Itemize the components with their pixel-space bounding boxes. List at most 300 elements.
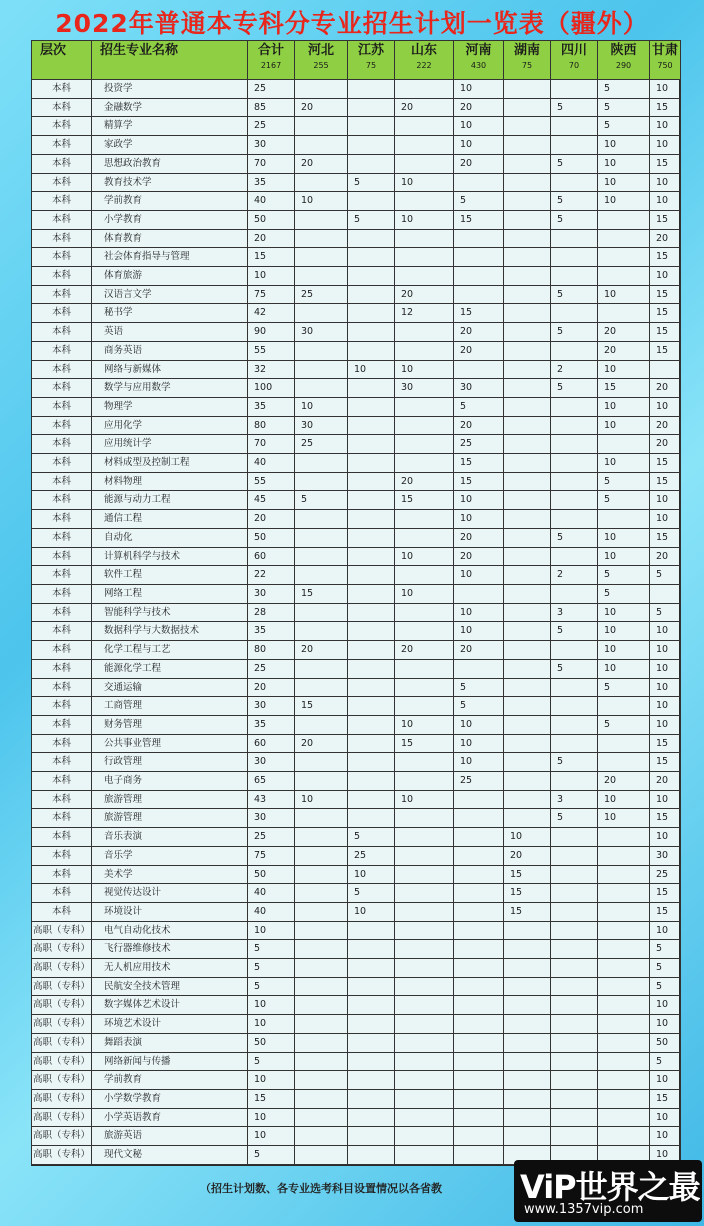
quota-cell [504,117,551,136]
level-cell: 本科 [32,341,92,360]
major-cell: 网络新闻与传播 [92,1052,248,1071]
quota-cell [295,566,348,585]
quota-cell [348,1146,395,1165]
quota-cell [504,435,551,454]
column-header [454,41,504,80]
quota-cell [504,80,551,99]
quota-cell: 40 [248,454,295,473]
watermark-text: ViP世界之最 [520,1168,700,1206]
quota-cell: 10 [598,547,650,566]
quota-cell: 10 [650,828,681,847]
quota-cell [395,510,454,529]
table-row [32,528,681,547]
quota-cell [504,584,551,603]
quota-cell: 5 [248,1052,295,1071]
quota-cell: 10 [650,80,681,99]
column-header-total: 290 [615,61,632,70]
quota-cell: 25 [248,828,295,847]
quota-cell: 10 [454,715,504,734]
quota-cell [504,154,551,173]
quota-cell: 10 [650,790,681,809]
major-cell: 网络工程 [92,584,248,603]
table-row [32,173,681,192]
table-row [32,547,681,566]
table-row [32,154,681,173]
major-cell: 应用统计学 [92,435,248,454]
quota-cell [395,828,454,847]
quota-cell [454,659,504,678]
table-row [32,323,681,342]
quota-cell [551,641,598,660]
level-cell: 本科 [32,491,92,510]
level-cell: 本科 [32,884,92,903]
quota-cell: 5 [454,192,504,211]
table-row [32,1127,681,1146]
quota-cell [295,341,348,360]
quota-cell [598,940,650,959]
major-cell: 能源与动力工程 [92,491,248,510]
quota-cell [551,435,598,454]
level-cell: 本科 [32,865,92,884]
major-cell: 家政学 [92,136,248,155]
quota-cell: 15 [650,884,681,903]
level-cell: 本科 [32,510,92,529]
quota-cell [295,173,348,192]
quota-cell: 15 [295,584,348,603]
quota-cell [348,584,395,603]
level-cell: 本科 [32,136,92,155]
quota-cell [598,734,650,753]
major-cell: 英语 [92,323,248,342]
quota-cell [598,1015,650,1034]
quota-cell [295,267,348,286]
quota-cell [348,491,395,510]
quota-cell: 10 [598,528,650,547]
quota-cell: 10 [348,360,395,379]
quota-cell [551,584,598,603]
table-row [32,397,681,416]
quota-cell [348,809,395,828]
quota-cell [295,1089,348,1108]
quota-cell [454,1127,504,1146]
quota-cell [395,753,454,772]
level-cell: 本科 [32,304,92,323]
quota-cell: 25 [248,659,295,678]
quota-cell: 10 [650,136,681,155]
column-header-label: 层次 [40,43,67,58]
table-row [32,772,681,791]
table-row [32,192,681,211]
quota-cell: 15 [504,884,551,903]
quota-cell: 5 [454,678,504,697]
major-cell: 应用化学 [92,416,248,435]
quota-cell [348,772,395,791]
quota-cell [295,136,348,155]
table-row [32,267,681,286]
quota-cell: 15 [650,341,681,360]
quota-cell [551,996,598,1015]
quota-cell [295,248,348,267]
quota-cell: 25 [248,117,295,136]
quota-cell: 10 [650,1127,681,1146]
quota-cell: 10 [650,397,681,416]
level-cell: 本科 [32,622,92,641]
quota-cell [551,734,598,753]
quota-cell: 20 [454,528,504,547]
quota-cell [395,902,454,921]
quota-cell [395,323,454,342]
quota-cell [348,416,395,435]
quota-cell [395,192,454,211]
quota-cell: 20 [650,772,681,791]
quota-cell: 15 [454,472,504,491]
quota-cell: 10 [295,790,348,809]
quota-cell: 20 [650,379,681,398]
quota-cell [395,435,454,454]
quota-cell: 50 [248,210,295,229]
quota-cell [295,678,348,697]
quota-cell: 15 [598,379,650,398]
quota-cell: 45 [248,491,295,510]
quota-cell: 10 [395,360,454,379]
quota-cell [348,566,395,585]
column-header-total: 255 [313,61,329,70]
quota-cell: 5 [248,940,295,959]
table-row [32,697,681,716]
table-row [32,884,681,903]
quota-cell: 2 [551,360,598,379]
quota-cell: 10 [598,397,650,416]
quota-cell [348,136,395,155]
level-cell: 本科 [32,603,92,622]
quota-cell [295,454,348,473]
quota-cell: 35 [248,397,295,416]
quota-cell: 5 [551,753,598,772]
major-cell: 汉语言文学 [92,285,248,304]
quota-cell [395,1146,454,1165]
quota-cell [504,210,551,229]
column-header-label: 山东 [410,43,437,58]
quota-cell [454,846,504,865]
column-header-total: 2167 [260,61,282,70]
major-cell: 网络与新媒体 [92,360,248,379]
quota-cell [598,959,650,978]
quota-cell: 5 [598,98,650,117]
quota-cell: 30 [395,379,454,398]
quota-cell: 50 [248,528,295,547]
level-cell: 本科 [32,697,92,716]
quota-cell: 20 [395,641,454,660]
major-cell: 学前教育 [92,192,248,211]
quota-cell: 15 [650,98,681,117]
quota-cell [348,603,395,622]
quota-cell: 10 [248,1071,295,1090]
quota-cell: 5 [551,323,598,342]
column-header-label: 江苏 [357,43,384,58]
quota-cell [504,959,551,978]
quota-cell [395,117,454,136]
column-header [650,41,681,80]
table-row [32,1089,681,1108]
quota-cell [504,248,551,267]
major-cell: 计算机科学与技术 [92,547,248,566]
quota-cell [295,622,348,641]
quota-cell [295,715,348,734]
quota-cell [504,1108,551,1127]
quota-cell [551,510,598,529]
quota-cell [551,304,598,323]
column-header [32,41,92,80]
quota-cell [551,267,598,286]
table-row [32,117,681,136]
quota-cell: 60 [248,547,295,566]
level-cell: 本科 [32,416,92,435]
quota-cell [504,659,551,678]
quota-cell: 20 [454,547,504,566]
quota-cell [598,977,650,996]
quota-cell [504,809,551,828]
quota-cell [295,1108,348,1127]
quota-cell: 15 [454,454,504,473]
quota-cell [551,959,598,978]
quota-cell: 10 [598,790,650,809]
quota-cell: 20 [504,846,551,865]
quota-cell [348,678,395,697]
quota-cell [395,678,454,697]
quota-cell [348,940,395,959]
quota-cell: 20 [454,323,504,342]
quota-cell [348,341,395,360]
quota-cell: 5 [650,959,681,978]
quota-cell [348,117,395,136]
quota-cell: 35 [248,622,295,641]
quota-cell [348,641,395,660]
level-cell: 高职（专科） [32,996,92,1015]
quota-cell: 15 [650,154,681,173]
major-cell: 交通运输 [92,678,248,697]
table-row [32,229,681,248]
quota-cell [551,1033,598,1052]
quota-cell: 5 [598,117,650,136]
quota-cell [551,678,598,697]
major-cell: 精算学 [92,117,248,136]
quota-cell [598,846,650,865]
quota-cell [295,772,348,791]
column-header [348,41,395,80]
quota-cell [395,884,454,903]
quota-cell [598,828,650,847]
quota-cell [504,734,551,753]
quota-cell: 10 [650,697,681,716]
quota-cell: 5 [551,154,598,173]
quota-cell [504,996,551,1015]
quota-cell: 43 [248,790,295,809]
quota-cell: 10 [650,1108,681,1127]
quota-cell [348,229,395,248]
quota-cell [454,1052,504,1071]
quota-cell [395,659,454,678]
quota-cell: 10 [395,584,454,603]
quota-cell: 5 [348,173,395,192]
level-cell: 高职（专科） [32,1108,92,1127]
table-row [32,510,681,529]
quota-cell: 15 [454,304,504,323]
quota-cell: 5 [551,98,598,117]
quota-cell [454,1015,504,1034]
major-cell: 商务英语 [92,341,248,360]
level-cell: 高职（专科） [32,959,92,978]
quota-cell: 15 [650,210,681,229]
column-header-total: 75 [521,61,533,70]
quota-cell: 20 [248,510,295,529]
quota-cell [551,491,598,510]
level-cell: 本科 [32,828,92,847]
table-row [32,641,681,660]
quota-cell [504,528,551,547]
quota-cell: 15 [650,472,681,491]
level-cell: 本科 [32,80,92,99]
level-cell: 高职（专科） [32,921,92,940]
quota-cell [348,285,395,304]
quota-cell: 10 [454,566,504,585]
quota-cell [348,304,395,323]
quota-cell: 15 [248,248,295,267]
quota-cell [295,996,348,1015]
major-cell: 学前教育 [92,1071,248,1090]
quota-cell: 25 [348,846,395,865]
quota-cell: 10 [454,753,504,772]
quota-cell: 10 [454,136,504,155]
quota-cell: 20 [454,341,504,360]
quota-cell: 20 [454,641,504,660]
level-cell: 本科 [32,117,92,136]
quota-cell: 10 [598,154,650,173]
table-row [32,603,681,622]
quota-cell: 10 [248,1015,295,1034]
major-cell: 无人机应用技术 [92,959,248,978]
quota-cell [295,828,348,847]
quota-cell [348,790,395,809]
quota-cell [551,80,598,99]
quota-cell [348,192,395,211]
quota-cell: 90 [248,323,295,342]
quota-cell [454,902,504,921]
quota-cell [551,865,598,884]
quota-cell: 10 [650,491,681,510]
quota-cell [504,1071,551,1090]
quota-cell [454,959,504,978]
quota-cell [551,454,598,473]
quota-cell: 10 [650,510,681,529]
level-cell: 本科 [32,267,92,286]
quota-cell: 30 [248,136,295,155]
level-cell: 高职（专科） [32,977,92,996]
quota-cell [395,865,454,884]
quota-cell [598,248,650,267]
table-row [32,1033,681,1052]
quota-cell: 10 [650,678,681,697]
quota-cell: 10 [650,996,681,1015]
quota-cell: 30 [248,809,295,828]
quota-cell: 30 [248,697,295,716]
table-row [32,1108,681,1127]
quota-cell [348,454,395,473]
level-cell: 本科 [32,285,92,304]
table-row [32,734,681,753]
column-header-label: 甘肃 [651,43,678,58]
quota-cell: 15 [650,902,681,921]
quota-cell: 10 [454,80,504,99]
quota-cell [295,1146,348,1165]
quota-cell: 10 [454,734,504,753]
page-title: 2022年普通本专科分专业招生计划一览表（疆外） [55,9,649,38]
footnote: （招生计划数、各专业选考科目设置情况以各省教 [200,1182,442,1195]
level-cell: 本科 [32,229,92,248]
quota-cell: 50 [248,865,295,884]
column-header [504,41,551,80]
table-row [32,1052,681,1071]
quota-cell [348,98,395,117]
quota-cell [454,977,504,996]
quota-cell [551,884,598,903]
quota-cell [504,940,551,959]
level-cell: 本科 [32,360,92,379]
quota-cell [551,547,598,566]
quota-cell [504,1052,551,1071]
major-cell: 小学英语教育 [92,1108,248,1127]
major-cell: 金融数学 [92,98,248,117]
major-cell: 电气自动化技术 [92,921,248,940]
quota-cell [348,1071,395,1090]
level-cell: 高职（专科） [32,1127,92,1146]
quota-cell: 10 [454,603,504,622]
quota-cell [395,1127,454,1146]
table-row [32,865,681,884]
quota-cell [551,828,598,847]
table-row [32,80,681,99]
major-cell: 通信工程 [92,510,248,529]
quota-cell [295,229,348,248]
quota-cell [504,1015,551,1034]
quota-cell: 30 [295,323,348,342]
quota-cell: 10 [395,790,454,809]
table-row [32,491,681,510]
quota-cell: 10 [454,117,504,136]
quota-cell: 10 [598,416,650,435]
major-cell: 数字媒体艺术设计 [92,996,248,1015]
quota-cell [295,603,348,622]
column-header-total: 222 [416,61,432,70]
table-row [32,360,681,379]
table-row [32,977,681,996]
quota-cell: 10 [248,1108,295,1127]
quota-cell [348,1108,395,1127]
quota-cell [454,248,504,267]
quota-cell [395,977,454,996]
quota-cell: 50 [248,1033,295,1052]
table-row [32,416,681,435]
quota-cell: 10 [248,267,295,286]
quota-cell [395,1108,454,1127]
quota-cell [454,865,504,884]
quota-cell: 10 [650,117,681,136]
quota-cell: 10 [650,622,681,641]
quota-cell [295,809,348,828]
table-row [32,828,681,847]
quota-cell [295,510,348,529]
quota-cell [551,940,598,959]
level-cell: 本科 [32,715,92,734]
